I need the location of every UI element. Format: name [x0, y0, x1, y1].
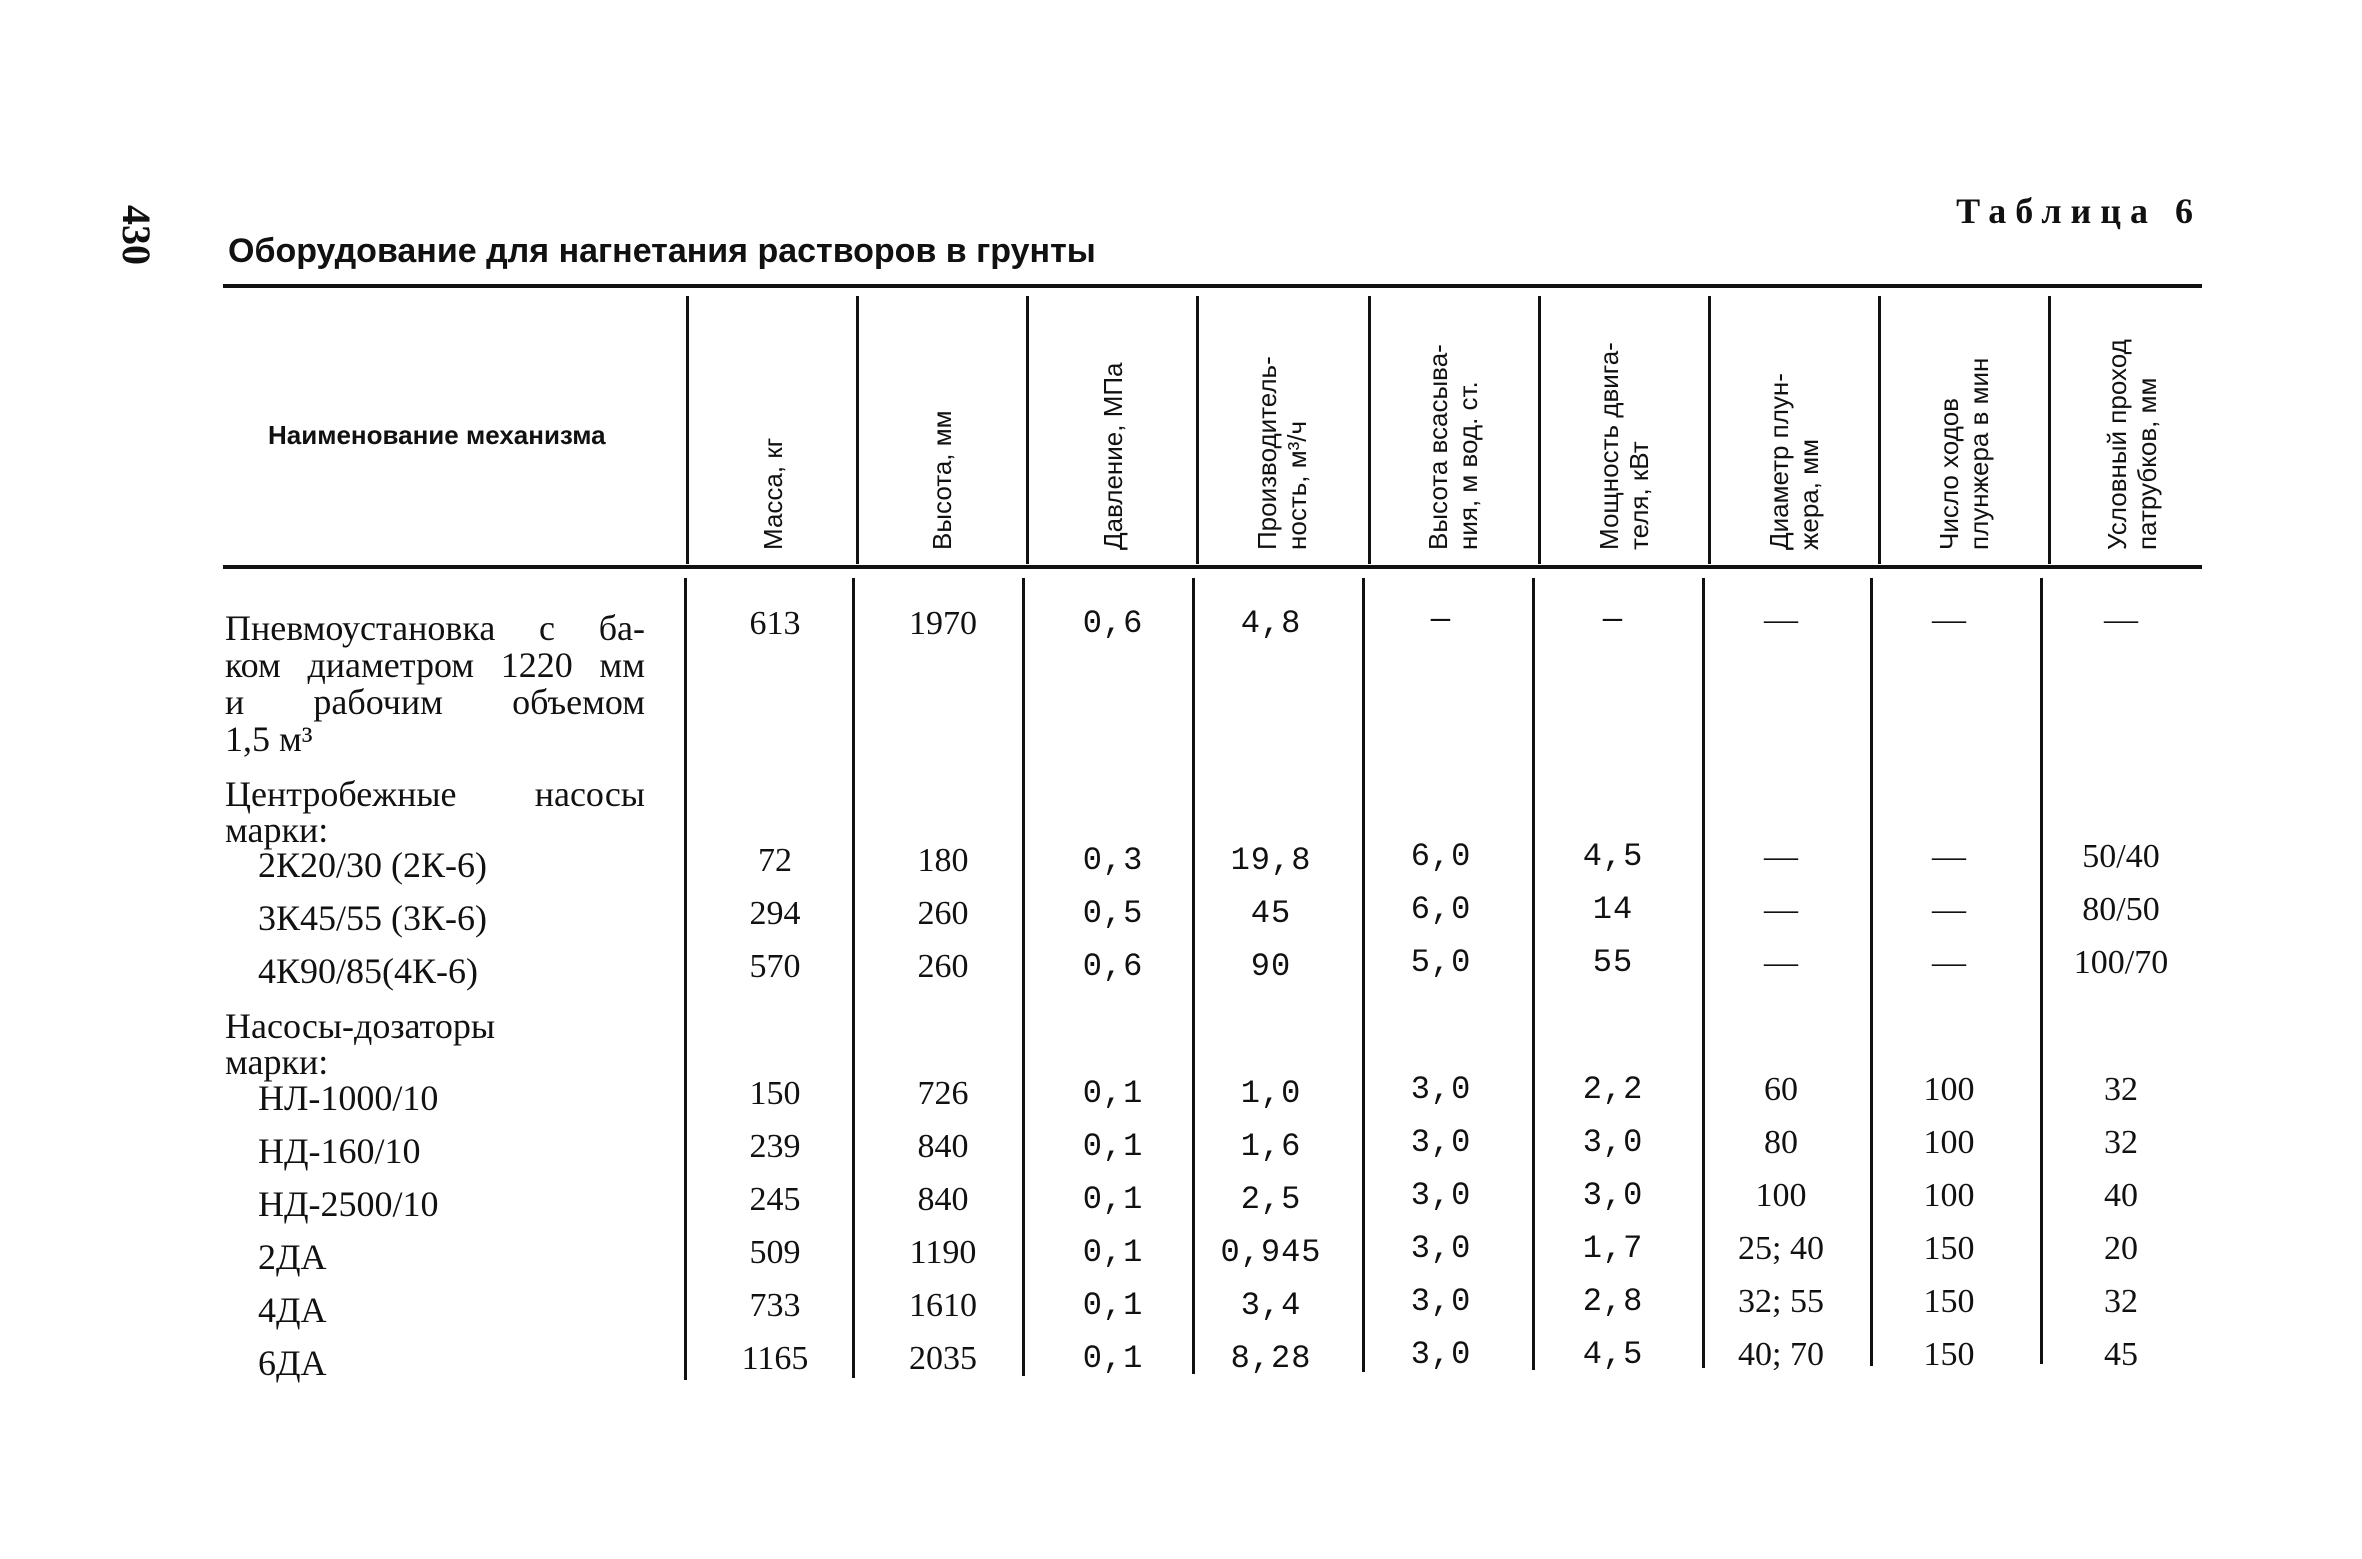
table-top-rule: [223, 284, 2202, 288]
column-divider: [684, 578, 687, 1380]
table-cell: 2,8: [1582, 1283, 1644, 1320]
table-cell: 100: [1923, 1124, 1975, 1161]
table-title: Оборудование для нагнетания растворов в грунты: [228, 232, 1096, 270]
column-divider: [1878, 296, 1881, 564]
table-cell: 6,0: [1410, 838, 1472, 875]
table-cell: 2,5: [1240, 1181, 1302, 1218]
table-cell: —: [1764, 838, 1798, 875]
table-cell: 1970: [909, 605, 977, 642]
header-suction-height: Высота всасыва- ния, м вод. ст.: [1423, 344, 1483, 550]
table-cell: 60: [1764, 1071, 1798, 1108]
row-name: 3К45/55 (3К-6): [258, 898, 487, 938]
table-cell: 32: [2104, 1124, 2138, 1161]
table-cell: 0,1: [1082, 1128, 1144, 1165]
column-divider: [686, 296, 689, 564]
table-cell: 100: [1755, 1177, 1807, 1214]
table-cell: 3,0: [1410, 1124, 1472, 1161]
table-cell: 0,3: [1082, 842, 1144, 879]
table-cell: 19,8: [1230, 842, 1312, 879]
table-cell: 72: [758, 842, 792, 879]
column-divider: [1532, 578, 1535, 1370]
table-cell: 45: [2104, 1336, 2138, 1373]
table-cell: 0,1: [1082, 1234, 1144, 1271]
table-cell: 0,5: [1082, 895, 1144, 932]
column-divider: [856, 296, 859, 564]
table-cell: 0,6: [1082, 948, 1144, 985]
row-name: 2К20/30 (2К-6): [258, 845, 487, 885]
table-cell: 840: [917, 1181, 969, 1218]
table-cell: 245: [749, 1181, 801, 1218]
row-name: 6ДА: [258, 1343, 327, 1383]
table-cell: 2,2: [1582, 1071, 1644, 1108]
column-divider: [1538, 296, 1541, 564]
column-divider: [1368, 296, 1371, 564]
table-cell: —: [1764, 601, 1798, 638]
table-cell: 32; 55: [1738, 1283, 1824, 1320]
table-cell: 1,0: [1240, 1075, 1302, 1112]
header-nozzle-bore: Условный проход патрубков, мм: [2102, 339, 2162, 550]
table-cell: 40: [2104, 1177, 2138, 1214]
row-name: 2ДА: [258, 1237, 327, 1277]
table-cell: —: [1932, 601, 1966, 638]
row-name: 4ДА: [258, 1290, 327, 1330]
table-cell: 1190: [909, 1234, 977, 1271]
table-cell: 3,0: [1410, 1071, 1472, 1108]
table-cell: 4,8: [1240, 605, 1302, 642]
row-name: 4К90/85(4К-6): [258, 951, 478, 991]
column-divider: [1192, 578, 1195, 1374]
header-plunger-diameter: Диаметр плун- жера, мм: [1764, 373, 1824, 550]
column-divider: [1708, 296, 1711, 564]
table-cell: 100/70: [2073, 944, 2169, 981]
centrifugal-group-label: марки:: [225, 810, 329, 850]
table-cell: 260: [917, 895, 969, 932]
table-cell: 150: [1923, 1336, 1975, 1373]
table-cell: 90: [1250, 948, 1292, 985]
table-cell: 0,1: [1082, 1181, 1144, 1218]
row-name: НД-2500/10: [258, 1184, 439, 1224]
table-cell: 32: [2104, 1071, 2138, 1108]
table-cell: 2035: [909, 1340, 977, 1377]
table-cell: 45: [1250, 895, 1292, 932]
column-divider: [2048, 296, 2051, 564]
table-cell: 0,1: [1082, 1287, 1144, 1324]
table-cell: —: [1932, 944, 1966, 981]
table-cell: 3,4: [1240, 1287, 1302, 1324]
table-cell: 4,5: [1582, 838, 1644, 875]
table-cell: 3,0: [1410, 1177, 1472, 1214]
table-label: Таблица 6: [1956, 191, 2202, 231]
table-cell: 0,6: [1082, 605, 1144, 642]
table-cell: 5,0: [1410, 944, 1472, 981]
table-cell: 25; 40: [1738, 1230, 1824, 1267]
table-cell: —: [1602, 601, 1624, 638]
table-cell: 180: [917, 842, 969, 879]
table-cell: 239: [749, 1128, 801, 1165]
table-cell: —: [2104, 601, 2138, 638]
table-cell: 3,0: [1582, 1177, 1644, 1214]
header-motor-power: Мощность двига- теля, кВт: [1594, 342, 1654, 550]
table-cell: 1,6: [1240, 1128, 1302, 1165]
table-cell: 294: [749, 895, 801, 932]
table-cell: 3,0: [1410, 1336, 1472, 1373]
table-cell: 14: [1592, 891, 1634, 928]
column-divider: [1196, 296, 1199, 564]
column-divider: [1870, 578, 1873, 1366]
table-cell: 1610: [909, 1287, 977, 1324]
table-cell: —: [1764, 891, 1798, 928]
row-name: НД-160/10: [258, 1131, 421, 1171]
table-cell: 100: [1923, 1177, 1975, 1214]
column-divider: [852, 578, 855, 1378]
table-cell: 0,1: [1082, 1075, 1144, 1112]
header-pressure: Давление, МПа: [1098, 362, 1128, 550]
table-cell: —: [1430, 601, 1452, 638]
table-cell: —: [1932, 838, 1966, 875]
table-cell: 1,7: [1582, 1230, 1644, 1267]
column-divider: [1026, 296, 1029, 564]
header-plunger-strokes: Число ходов плунжера в мин: [1934, 357, 1994, 550]
table-cell: 3,0: [1410, 1230, 1472, 1267]
pneumo-label-line: 1,5 м³: [225, 719, 313, 759]
column-divider: [2040, 578, 2043, 1364]
table-cell: 260: [917, 948, 969, 985]
dosing-group-label: Насосы-дозаторы: [225, 1006, 496, 1046]
header-height: Высота, мм: [927, 410, 957, 550]
table-cell: 55: [1592, 944, 1634, 981]
table-cell: 100: [1923, 1071, 1975, 1108]
table-cell: 840: [917, 1128, 969, 1165]
table-cell: 726: [917, 1075, 969, 1112]
row-name: НЛ-1000/10: [258, 1078, 439, 1118]
table-cell: 40; 70: [1738, 1336, 1824, 1373]
table-cell: 733: [749, 1287, 801, 1324]
table-cell: 32: [2104, 1283, 2138, 1320]
table-cell: 0,945: [1220, 1234, 1322, 1271]
pneumo-label-line: и рабочим объемом: [225, 682, 645, 722]
table-cell: 570: [749, 948, 801, 985]
table-cell: 80: [1764, 1124, 1798, 1161]
centrifugal-group-label: Центробежные насосы: [225, 774, 645, 814]
table-cell: 0,1: [1082, 1340, 1144, 1377]
header-mass: Масса, кг: [758, 437, 788, 550]
table-cell: 3,0: [1410, 1283, 1472, 1320]
header-capacity: Производитель- ность, м³/ч: [1252, 356, 1312, 550]
column-divider: [1702, 578, 1705, 1368]
table-cell: —: [1764, 944, 1798, 981]
table-cell: 613: [749, 605, 801, 642]
table-cell: 150: [1923, 1283, 1975, 1320]
table-cell: 80/50: [2082, 891, 2160, 928]
table-cell: 509: [749, 1234, 801, 1271]
page-number: 430: [114, 205, 159, 265]
pneumo-label-line: Пневмоустановка с ба-: [225, 608, 645, 648]
header-name: Наименование механизма: [268, 420, 606, 450]
table-cell: 20: [2104, 1230, 2138, 1267]
table-cell: 6,0: [1410, 891, 1472, 928]
table-cell: 3,0: [1582, 1124, 1644, 1161]
table-cell: 8,28: [1230, 1340, 1312, 1377]
table-cell: 4,5: [1582, 1336, 1644, 1373]
table-cell: 50/40: [2082, 838, 2160, 875]
dosing-group-label: марки:: [225, 1042, 329, 1082]
table-cell: 1165: [741, 1340, 809, 1377]
column-divider: [1022, 578, 1025, 1376]
header-bottom-rule: [223, 565, 2202, 569]
column-divider: [1362, 578, 1365, 1372]
pneumo-label-line: ком диаметром 1220 мм: [225, 645, 645, 685]
table-cell: 150: [1923, 1230, 1975, 1267]
table-cell: —: [1932, 891, 1966, 928]
table-cell: 150: [749, 1075, 801, 1112]
